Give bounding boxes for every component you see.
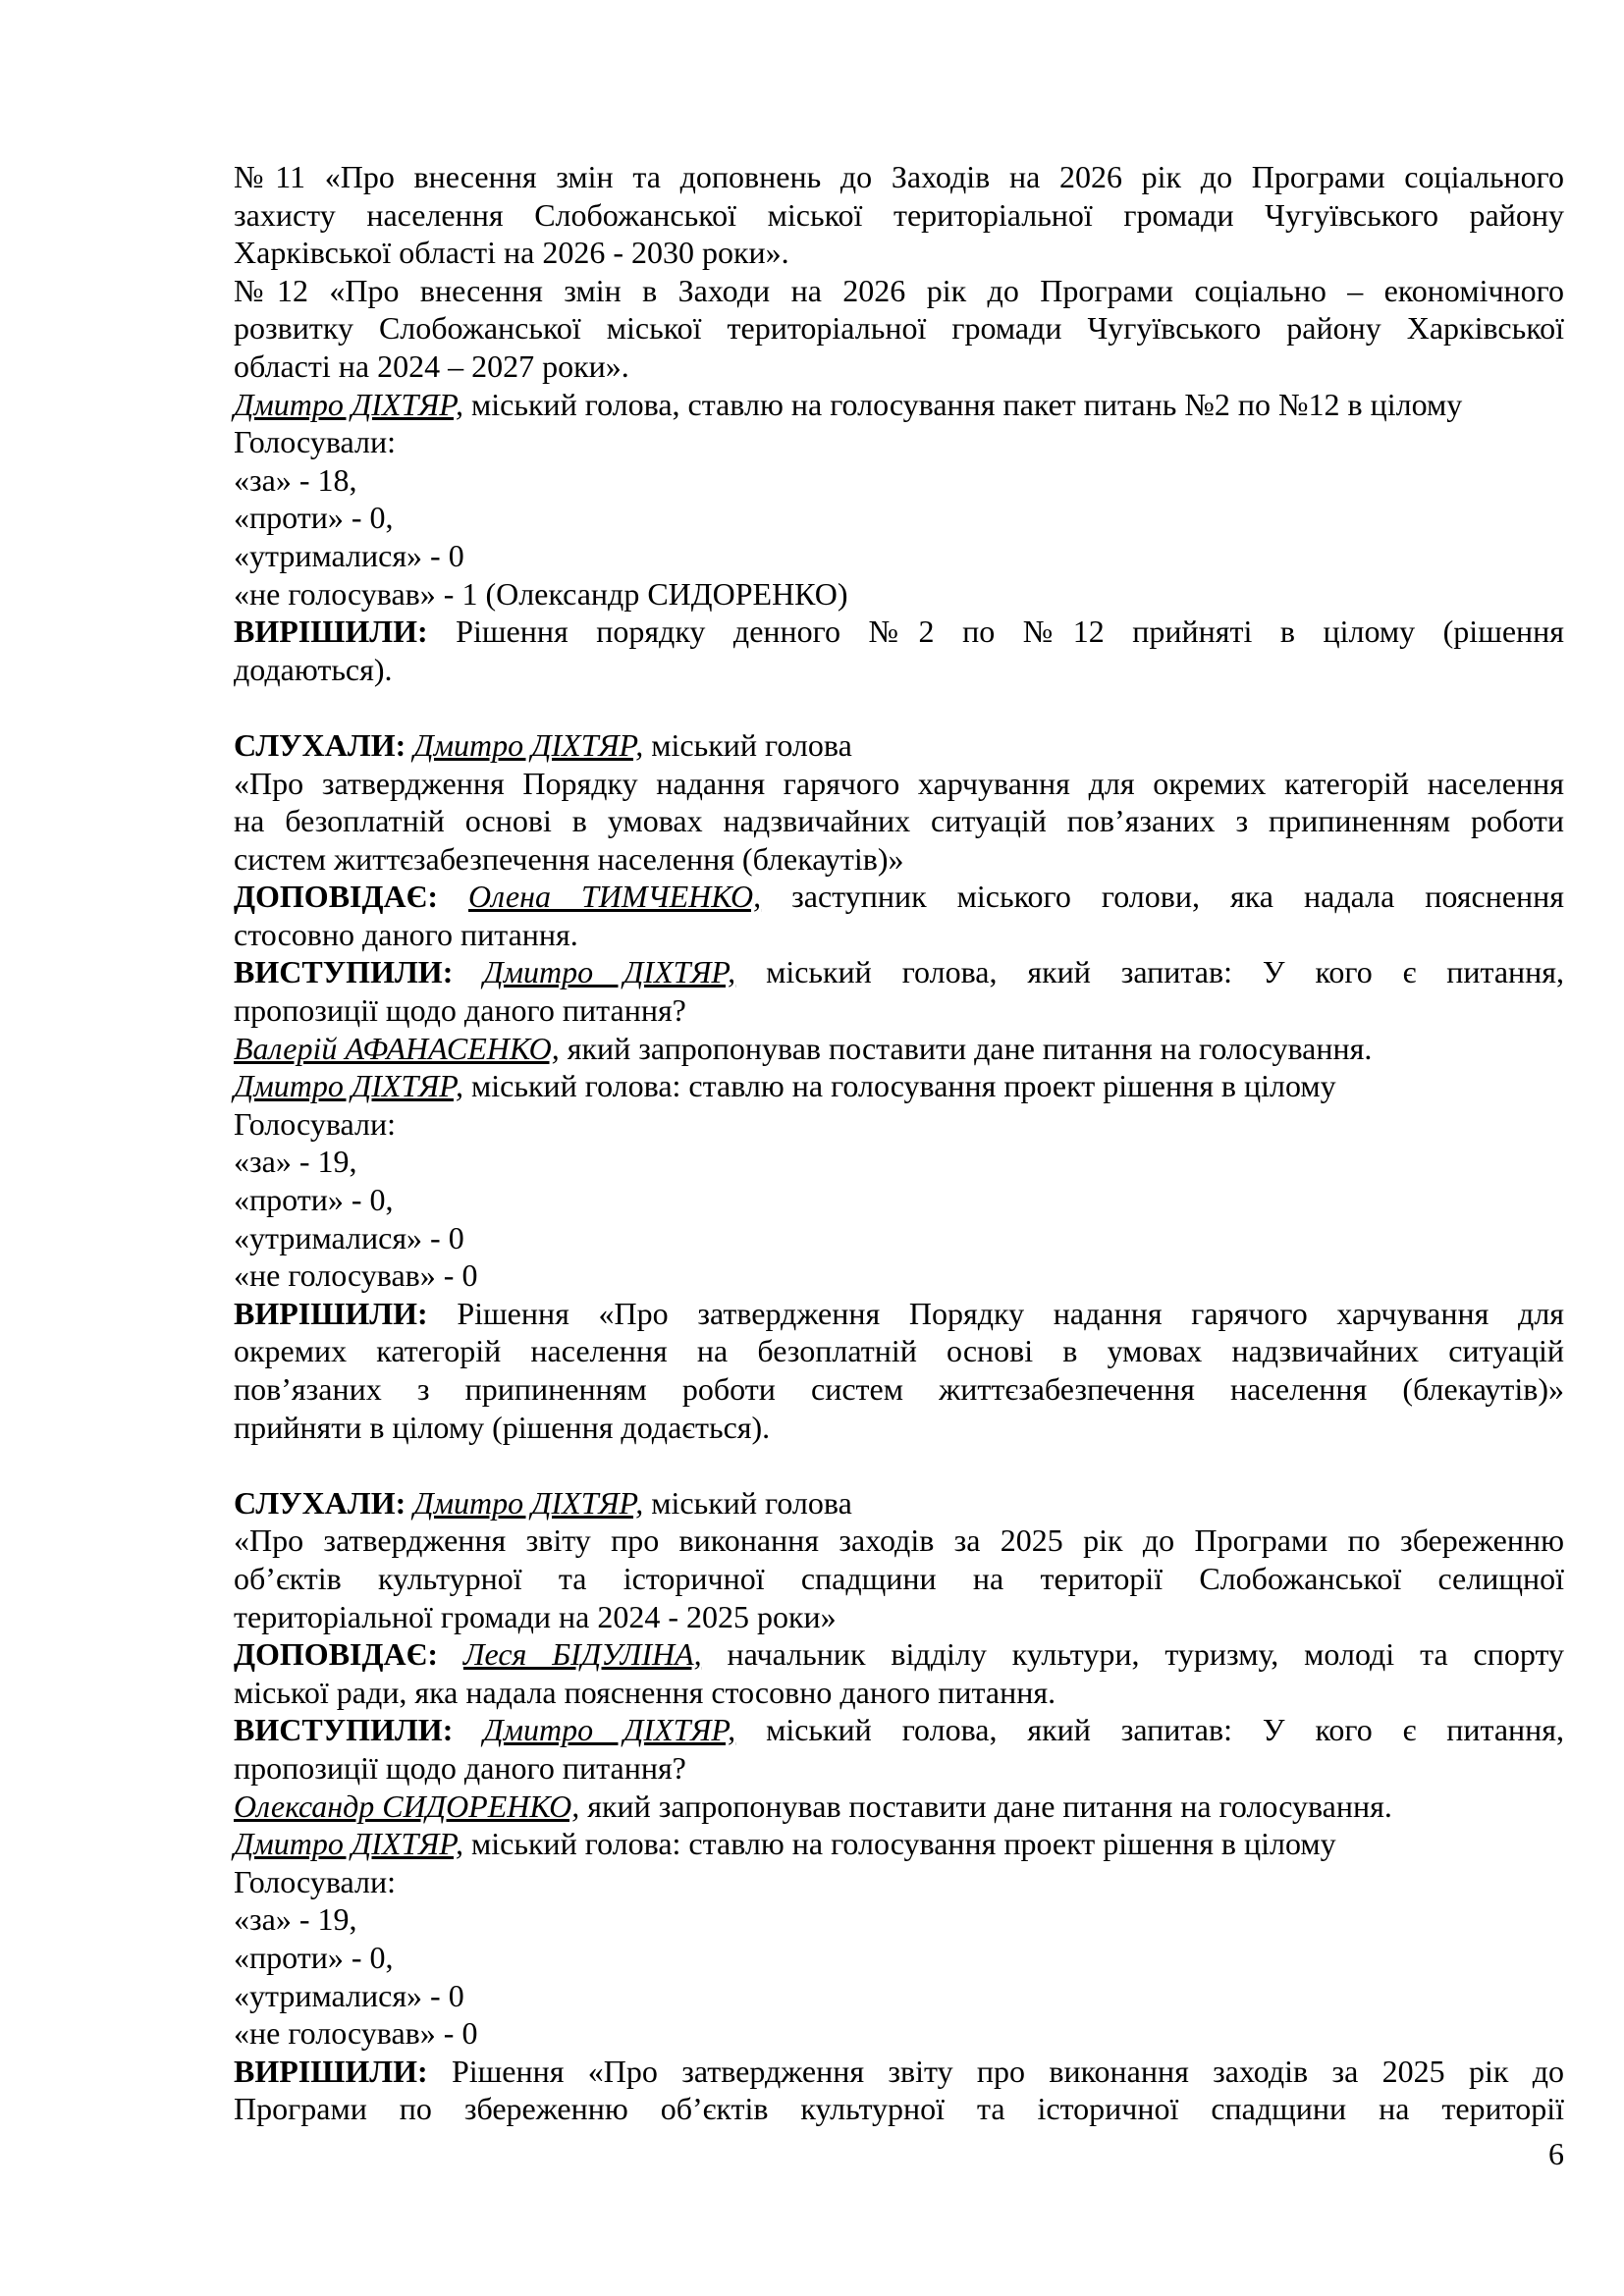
speaker-name: Олена ТИМЧЕНКО,: [468, 879, 762, 915]
text-run: Програми по збереженню об’єктів культурної та історичної спадщини на території: [234, 2091, 1564, 2127]
speaker-name: Дмитро ДІХТЯР,: [234, 1826, 464, 1862]
text-line: [234, 840, 1564, 879]
text-run: «Про затвердження звіту про виконання заходів за 2025 рік до Програми по збереженню: [234, 1522, 1564, 1559]
section-label: ВИСТУПИЛИ:: [234, 1712, 454, 1748]
text-line: [234, 1900, 1564, 1939]
text-line: [234, 1749, 1564, 1788]
text-line: [234, 916, 1564, 954]
speaker-name: Дмитро ДІХТЯР,: [234, 386, 464, 422]
text-run: розвитку Слобожанської міської територіальної громади Чугуївського району Харківської: [234, 310, 1564, 347]
text-line: [234, 499, 1564, 537]
text-line: [234, 2014, 1564, 2053]
paragraph: [234, 1522, 1564, 1635]
document-page: [234, 158, 1564, 2165]
paragraph: [234, 1635, 1564, 1711]
paragraph: [234, 2014, 1564, 2053]
section-label: СЛУХАЛИ:: [234, 726, 406, 763]
text-run: «за» - 18,: [234, 461, 357, 498]
agenda-section: [234, 158, 1564, 688]
text-run: міський голова: [643, 726, 852, 763]
text-line: [234, 575, 1564, 614]
paragraph: [234, 499, 1564, 537]
text-line: [234, 537, 1564, 575]
speaker-name: Дмитро ДІХТЯР,: [413, 726, 644, 763]
section-label: ВИРІШИЛИ:: [234, 614, 428, 650]
text-run: Харківської області на 2026 - 2030 роки».: [234, 235, 789, 271]
text-line: [234, 347, 1564, 386]
text-run: «утрималися» - 0: [234, 537, 464, 573]
paragraph: [234, 1105, 1564, 1144]
paragraph: [234, 1788, 1564, 1826]
text-run: об’єктів культурної та історичної спадщини на території Слобожанської селищної: [234, 1560, 1564, 1596]
text-line: [234, 1788, 1564, 1826]
text-line: [234, 1295, 1564, 1333]
text-run: «не голосував» - 1 (Олександр СИДОРЕНКО): [234, 575, 848, 612]
text-run: захисту населення Слобожанської міської територіальної громади Чугуївського району: [234, 196, 1564, 233]
text-line: [234, 1484, 1564, 1522]
paragraph: [234, 1181, 1564, 1219]
text-line: [234, 461, 1564, 500]
text-run: «утрималися» - 0: [234, 1219, 464, 1255]
text-run: міський голова, ставлю на голосування пакет питань №2 по №12 в цілому: [463, 386, 1463, 422]
text-run: Рішення «Про затвердження Порядку надання гарячого харчування для: [427, 1295, 1564, 1331]
section-label: СЛУХАЛИ:: [234, 1484, 406, 1521]
text-line: [234, 1598, 1564, 1636]
text-run: Голосували:: [234, 424, 396, 460]
paragraph: [234, 613, 1564, 688]
text-line: [234, 1370, 1564, 1409]
text-line: [234, 1219, 1564, 1257]
text-line: [234, 1635, 1564, 1674]
paragraph: [234, 1067, 1564, 1105]
text-run: №12 «Про внесення змін в Заходи на 2026 рік до Програми соціально – економічного: [234, 272, 1564, 308]
agenda-section: [234, 1484, 1564, 2128]
paragraph: [234, 1863, 1564, 1901]
speaker-name: Олександр СИДОРЕНКО,: [234, 1788, 580, 1824]
text-line: [234, 765, 1564, 803]
text-run: на безоплатній основі в умовах надзвичайних ситуацій пов’язаних з припиненням роботи: [234, 803, 1564, 839]
text-line: [234, 651, 1564, 689]
text-run: Рішення порядку денного №2 по №12 прийняті в цілому (рішення: [427, 614, 1564, 650]
paragraph: [234, 726, 1564, 765]
text-run: прийняти в цілому (рішення додається).: [234, 1409, 771, 1445]
section-label: ВИСТУПИЛИ:: [234, 954, 454, 990]
text-run: пов’язаних з припиненням роботи систем життєзабезпечення населення (блекаутів)»: [234, 1371, 1564, 1407]
section-label: ВИРІШИЛИ:: [234, 2053, 428, 2089]
text-run: територіальної громади на 2024 - 2025 роки»: [234, 1598, 837, 1634]
text-run: який запропонував поставити дане питання на голосування.: [579, 1788, 1392, 1824]
text-run: який запропонував поставити дане питання на голосування.: [559, 1030, 1373, 1066]
text-run: міський голова: ставлю на голосування проект рішення в цілому: [463, 1826, 1336, 1862]
text-run: міський голова, який запитав: У кого є питання,: [735, 1712, 1565, 1748]
paragraph: [234, 1143, 1564, 1181]
text-run: пропозиції щодо даного питання?: [234, 992, 686, 1029]
text-run: «Про затвердження Порядку надання гарячого харчування для окремих категорій населення: [234, 765, 1564, 801]
text-line: [234, 1143, 1564, 1181]
paragraph: [234, 423, 1564, 461]
text-run: №11 «Про внесення змін та доповнень до Заходів на 2026 рік до Програми соціального: [234, 159, 1564, 194]
text-line: [234, 1105, 1564, 1144]
text-line: [234, 1863, 1564, 1901]
text-line: [234, 1067, 1564, 1105]
text-line: [234, 2090, 1564, 2128]
text-line: [234, 1674, 1564, 1712]
text-line: [234, 196, 1564, 235]
paragraph: [234, 386, 1564, 424]
text-line: [234, 991, 1564, 1030]
agenda-section: [234, 726, 1564, 1446]
paragraph: [234, 1030, 1564, 1068]
text-line: [234, 1181, 1564, 1219]
text-line: [234, 613, 1564, 651]
text-line: [234, 1409, 1564, 1447]
text-run: «проти» - 0,: [234, 1182, 394, 1218]
paragraph: [234, 765, 1564, 879]
paragraph: [234, 1256, 1564, 1295]
text-line: [234, 802, 1564, 840]
paragraph: [234, 953, 1564, 1029]
text-run: «проти» - 0,: [234, 500, 394, 536]
paragraph: [234, 537, 1564, 575]
section-label: ВИРІШИЛИ:: [234, 1295, 428, 1331]
text-run: Голосували:: [234, 1105, 396, 1142]
text-run: Рішення «Про затвердження звіту про виконання заходів за 2025 рік до: [427, 2053, 1564, 2089]
paragraph: [234, 575, 1564, 614]
speaker-name: Леся БІДУЛІНА,: [462, 1636, 702, 1673]
paragraph: [234, 1939, 1564, 1977]
paragraph: [234, 1977, 1564, 2015]
paragraph: [234, 1484, 1564, 1522]
text-line: [234, 423, 1564, 461]
paragraph: [234, 1711, 1564, 1787]
paragraph: [234, 1295, 1564, 1446]
text-line: [234, 1825, 1564, 1863]
text-run: [453, 1712, 483, 1747]
text-run: «за» - 19,: [234, 1144, 357, 1180]
paragraph: [234, 461, 1564, 500]
text-run: «не голосував» - 0: [234, 2015, 478, 2052]
section-label: ДОПОВІДАЄ:: [234, 1636, 438, 1673]
text-line: [234, 2053, 1564, 2091]
text-line: [234, 1030, 1564, 1068]
text-line: [234, 1560, 1564, 1598]
text-run: заступник міського голови, яка надала пояснення: [761, 879, 1565, 915]
speaker-name: Дмитро ДІХТЯР,: [483, 1712, 736, 1748]
text-run: [453, 954, 483, 989]
text-line: [234, 234, 1564, 272]
text-run: «утрималися» - 0: [234, 1977, 464, 2013]
text-run: окремих категорій населення на безоплатній основі в умовах надзвичайних ситуацій: [234, 1333, 1564, 1369]
paragraph: [234, 1219, 1564, 1257]
text-line: [234, 386, 1564, 424]
paragraph: [234, 2053, 1564, 2128]
paragraph: [234, 1900, 1564, 1939]
text-line: [234, 272, 1564, 310]
text-line: [234, 953, 1564, 991]
paragraph: [234, 878, 1564, 953]
text-run: міський голова, який запитав: У кого є питання,: [735, 954, 1565, 990]
text-run: міської ради, яка надала пояснення стосовно даного питання.: [234, 1674, 1056, 1710]
text-run: міський голова: [643, 1484, 852, 1521]
paragraph: [234, 158, 1564, 272]
text-run: начальник відділу культури, туризму, молоді та спорту: [701, 1636, 1565, 1673]
text-run: [438, 879, 468, 914]
text-line: [234, 1256, 1564, 1295]
text-line: [234, 1977, 1564, 2015]
text-line: [234, 158, 1564, 196]
text-run: області на 2024 – 2027 роки».: [234, 347, 629, 384]
text-run: міський голова: ставлю на голосування проект рішення в цілому: [463, 1068, 1336, 1104]
paragraph: [234, 1825, 1564, 1863]
section-label: ДОПОВІДАЄ:: [234, 879, 438, 915]
text-line: [234, 878, 1564, 916]
text-run: додаються).: [234, 651, 393, 687]
text-line: [234, 1522, 1564, 1560]
text-line: [234, 726, 1564, 765]
text-run: [438, 1636, 463, 1672]
text-line: [234, 1711, 1564, 1749]
speaker-name: Дмитро ДІХТЯР,: [413, 1484, 644, 1521]
text-line: [234, 309, 1564, 347]
speaker-name: Валерій АФАНАСЕНКО,: [234, 1030, 560, 1066]
speaker-name: Дмитро ДІХТЯР,: [234, 1068, 464, 1104]
text-line: [234, 1939, 1564, 1977]
text-run: пропозиції щодо даного питання?: [234, 1749, 686, 1786]
paragraph: [234, 272, 1564, 386]
text-run: Голосували:: [234, 1863, 396, 1899]
text-run: «не голосував» - 0: [234, 1257, 478, 1294]
text-run: «за» - 19,: [234, 1901, 357, 1938]
text-run: «проти» - 0,: [234, 1939, 394, 1975]
page-number: 6: [1548, 2136, 1564, 2171]
text-run: стосовно даного питання.: [234, 916, 578, 952]
text-line: [234, 1332, 1564, 1370]
speaker-name: Дмитро ДІХТЯР,: [483, 954, 736, 990]
text-run: систем життєзабезпечення населення (блекаутів)»: [234, 840, 904, 877]
